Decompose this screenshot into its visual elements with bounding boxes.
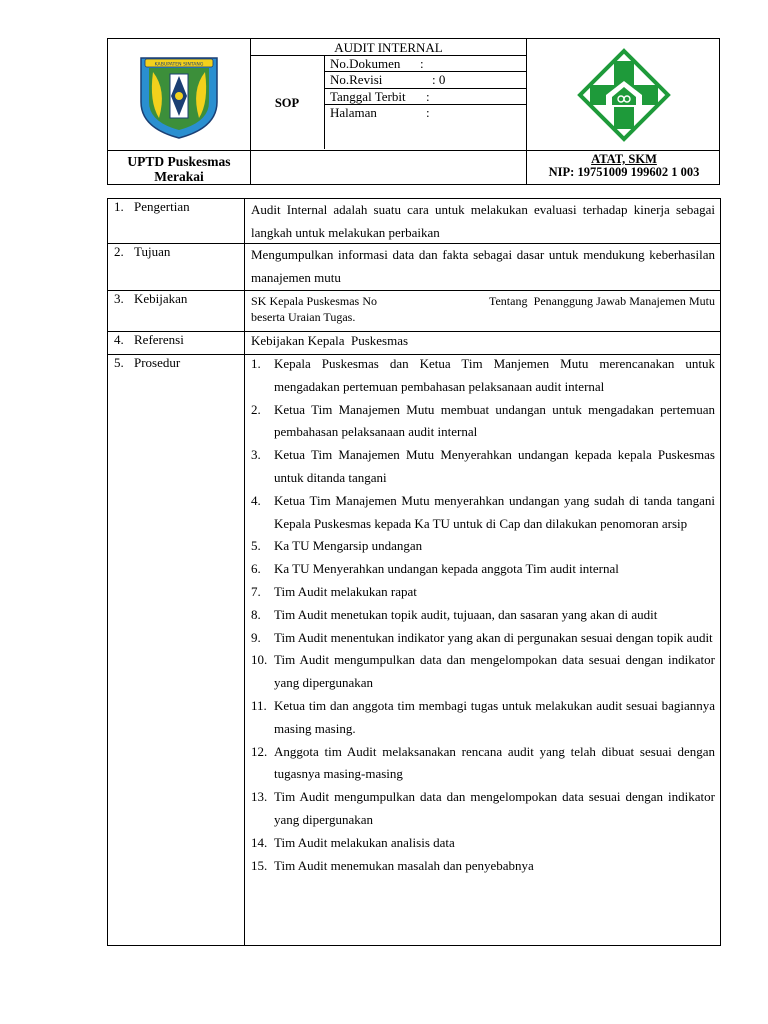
step-text: Tim Audit menemukan masalah dan penyebabnya	[274, 857, 534, 873]
section-name: Prosedur	[134, 355, 181, 370]
meta-no-revisi	[330, 72, 527, 88]
meta-label: No.Dokumen	[330, 56, 401, 71]
section-row-pengertian	[108, 199, 720, 244]
section-number: 3.	[114, 291, 124, 306]
step-text: Tim Audit mengumpulkan data dan mengelompokan data sesuai dengan indikator yang dipergunakan	[274, 652, 715, 691]
meta-halaman	[330, 105, 527, 121]
section-text: Kebijakan Kepala Puskesmas	[251, 333, 409, 348]
step-text: Tim Audit menentukan indikator yang akan di pergunakan sesuai dengan topik audit	[274, 629, 713, 645]
step-text: Tim Audit mengumpulkan data dan mengelompokan data sesuai dengan indikator yang dipergunakan	[274, 789, 715, 827]
step-number: 1.	[251, 356, 261, 371]
procedure-step	[251, 741, 715, 787]
step-number: 7.	[251, 583, 261, 599]
step-number: 4.	[251, 492, 261, 508]
meta-label: Halaman	[330, 105, 377, 120]
step-number: 6.	[251, 561, 261, 577]
procedure-step	[251, 558, 715, 581]
procedure-step	[251, 604, 715, 627]
step-number: 5.	[251, 538, 261, 554]
signer-nip: NIP: 19751009 199602 1 003	[548, 165, 700, 179]
section-row-prosedur	[108, 355, 720, 945]
section-text: Audit Internal adalah suatu cara untuk melakukan evaluasi terhadap kinerja sebagai langkah untuk melakukan perbaikan	[251, 202, 715, 240]
step-number: 11.	[251, 697, 267, 713]
step-number: 12.	[251, 743, 268, 759]
section-name: Tujuan	[134, 244, 171, 259]
step-text: Ketua Tim Manajemen Mutu menyerahkan undangan yang sudah di tanda tangani Kepala Puskesmas kepada Ka TU untuk di Cap dan dilakukan penomoran arsip	[274, 492, 715, 531]
meta-sep: : 0	[432, 72, 446, 87]
section-number: 5.	[114, 355, 124, 370]
procedure-step	[251, 649, 715, 695]
step-number: 15.	[251, 857, 268, 873]
section-name: Kebijakan	[134, 291, 188, 306]
section-label	[114, 196, 240, 219]
signer-name: ATAT, SKM	[591, 152, 657, 166]
step-number: 8.	[251, 606, 261, 622]
step-text: Tim Audit menetukan topik audit, tujuaan, dan sasaran yang akan di audit	[274, 606, 658, 622]
unit-name: UPTD Puskesmas Merakai	[127, 154, 231, 184]
emblem-banner-text: KABUPATEN SINTANG	[154, 62, 204, 68]
step-number: 13.	[251, 789, 268, 805]
puskesmas-cross-logo-icon	[576, 47, 672, 143]
step-text: Ka TU Menyerahkan undangan kepada anggota Tim audit internal	[274, 561, 619, 577]
step-number: 10.	[251, 652, 268, 668]
meta-no-dokumen	[330, 56, 527, 72]
step-number: 2.	[251, 401, 261, 417]
procedure-step	[251, 490, 715, 536]
step-text: Tim Audit melakukan rapat	[274, 583, 417, 599]
procedure-step	[251, 444, 715, 490]
signer-block	[527, 152, 721, 186]
sop-header-table	[107, 38, 720, 185]
procedure-step	[251, 855, 715, 878]
procedure-step	[251, 353, 715, 399]
section-row-referensi	[108, 332, 720, 354]
section-label	[114, 329, 240, 352]
step-text: Ketua Tim Manajemen Mutu Menyerahkan undangan kepada kepala Puskesmas untuk ditanda tangani	[274, 447, 715, 485]
section-label	[114, 352, 240, 375]
step-text: Tim Audit melakukan analisis data	[274, 834, 455, 850]
meta-sep: :	[420, 56, 424, 71]
procedure-step	[251, 399, 715, 445]
meta-sep: :	[426, 89, 430, 104]
step-text: Anggota tim Audit melaksanakan rencana audit yang telah dibuat sesuai dengan tugasnya masing-masing	[274, 743, 715, 782]
section-text: Mengumpulkan informasi data dan fakta sebagai dasar untuk mendukung keberhasilan manajemen mutu	[251, 247, 715, 285]
section-number: 2.	[114, 244, 124, 259]
logo-cell-right	[527, 39, 721, 151]
section-text: SK Kepala Puskesmas No Tentang Penanggung Jawab Manajemen Mutu beserta Uraian Tugas.	[251, 294, 718, 324]
procedure-step	[251, 535, 715, 558]
divider	[324, 56, 325, 149]
step-text: Ketua Tim Manajemen Mutu membuat undangan untuk mengadakan pertemuan pembahasan pelaksanaan audit internal	[274, 401, 715, 440]
step-number: 9.	[251, 629, 261, 645]
procedure-step	[251, 832, 715, 855]
step-text: Ka TU Mengarsip undangan	[274, 538, 423, 554]
step-text: Kepala Puskesmas dan Ketua Tim Manjemen Mutu merencanakan untuk mengadakan pertemuan pembahasan pelaksanaan audit internal	[274, 356, 715, 394]
step-text: Ketua tim dan anggota tim membagi tugas untuk melakukan audit sesuai bagiannya masing masing.	[274, 697, 715, 736]
meta-sep: :	[426, 105, 430, 120]
step-number: 14.	[251, 834, 268, 850]
kabupaten-sintang-emblem-icon	[137, 50, 221, 140]
section-name: Pengertian	[134, 199, 190, 214]
section-row-kebijakan	[108, 291, 720, 331]
step-number: 3.	[251, 447, 261, 463]
doc-type-label: SOP	[274, 96, 300, 110]
procedure-step	[251, 695, 715, 741]
sop-content-table	[107, 198, 721, 946]
procedure-step	[251, 581, 715, 604]
meta-label: No.Revisi	[330, 72, 383, 87]
procedure-step	[251, 786, 715, 832]
meta-tanggal-terbit	[330, 89, 527, 105]
section-label	[114, 241, 240, 264]
section-number: 4.	[114, 332, 124, 347]
procedure-step	[251, 627, 715, 650]
section-label	[114, 288, 240, 311]
section-row-tujuan	[108, 244, 720, 291]
logo-cell-left	[108, 39, 250, 151]
section-number: 1.	[114, 199, 124, 214]
sop-title: AUDIT INTERNAL	[334, 40, 443, 55]
meta-label: Tanggal Terbit	[330, 89, 406, 104]
procedure-list	[251, 353, 715, 877]
section-name: Referensi	[134, 332, 184, 347]
